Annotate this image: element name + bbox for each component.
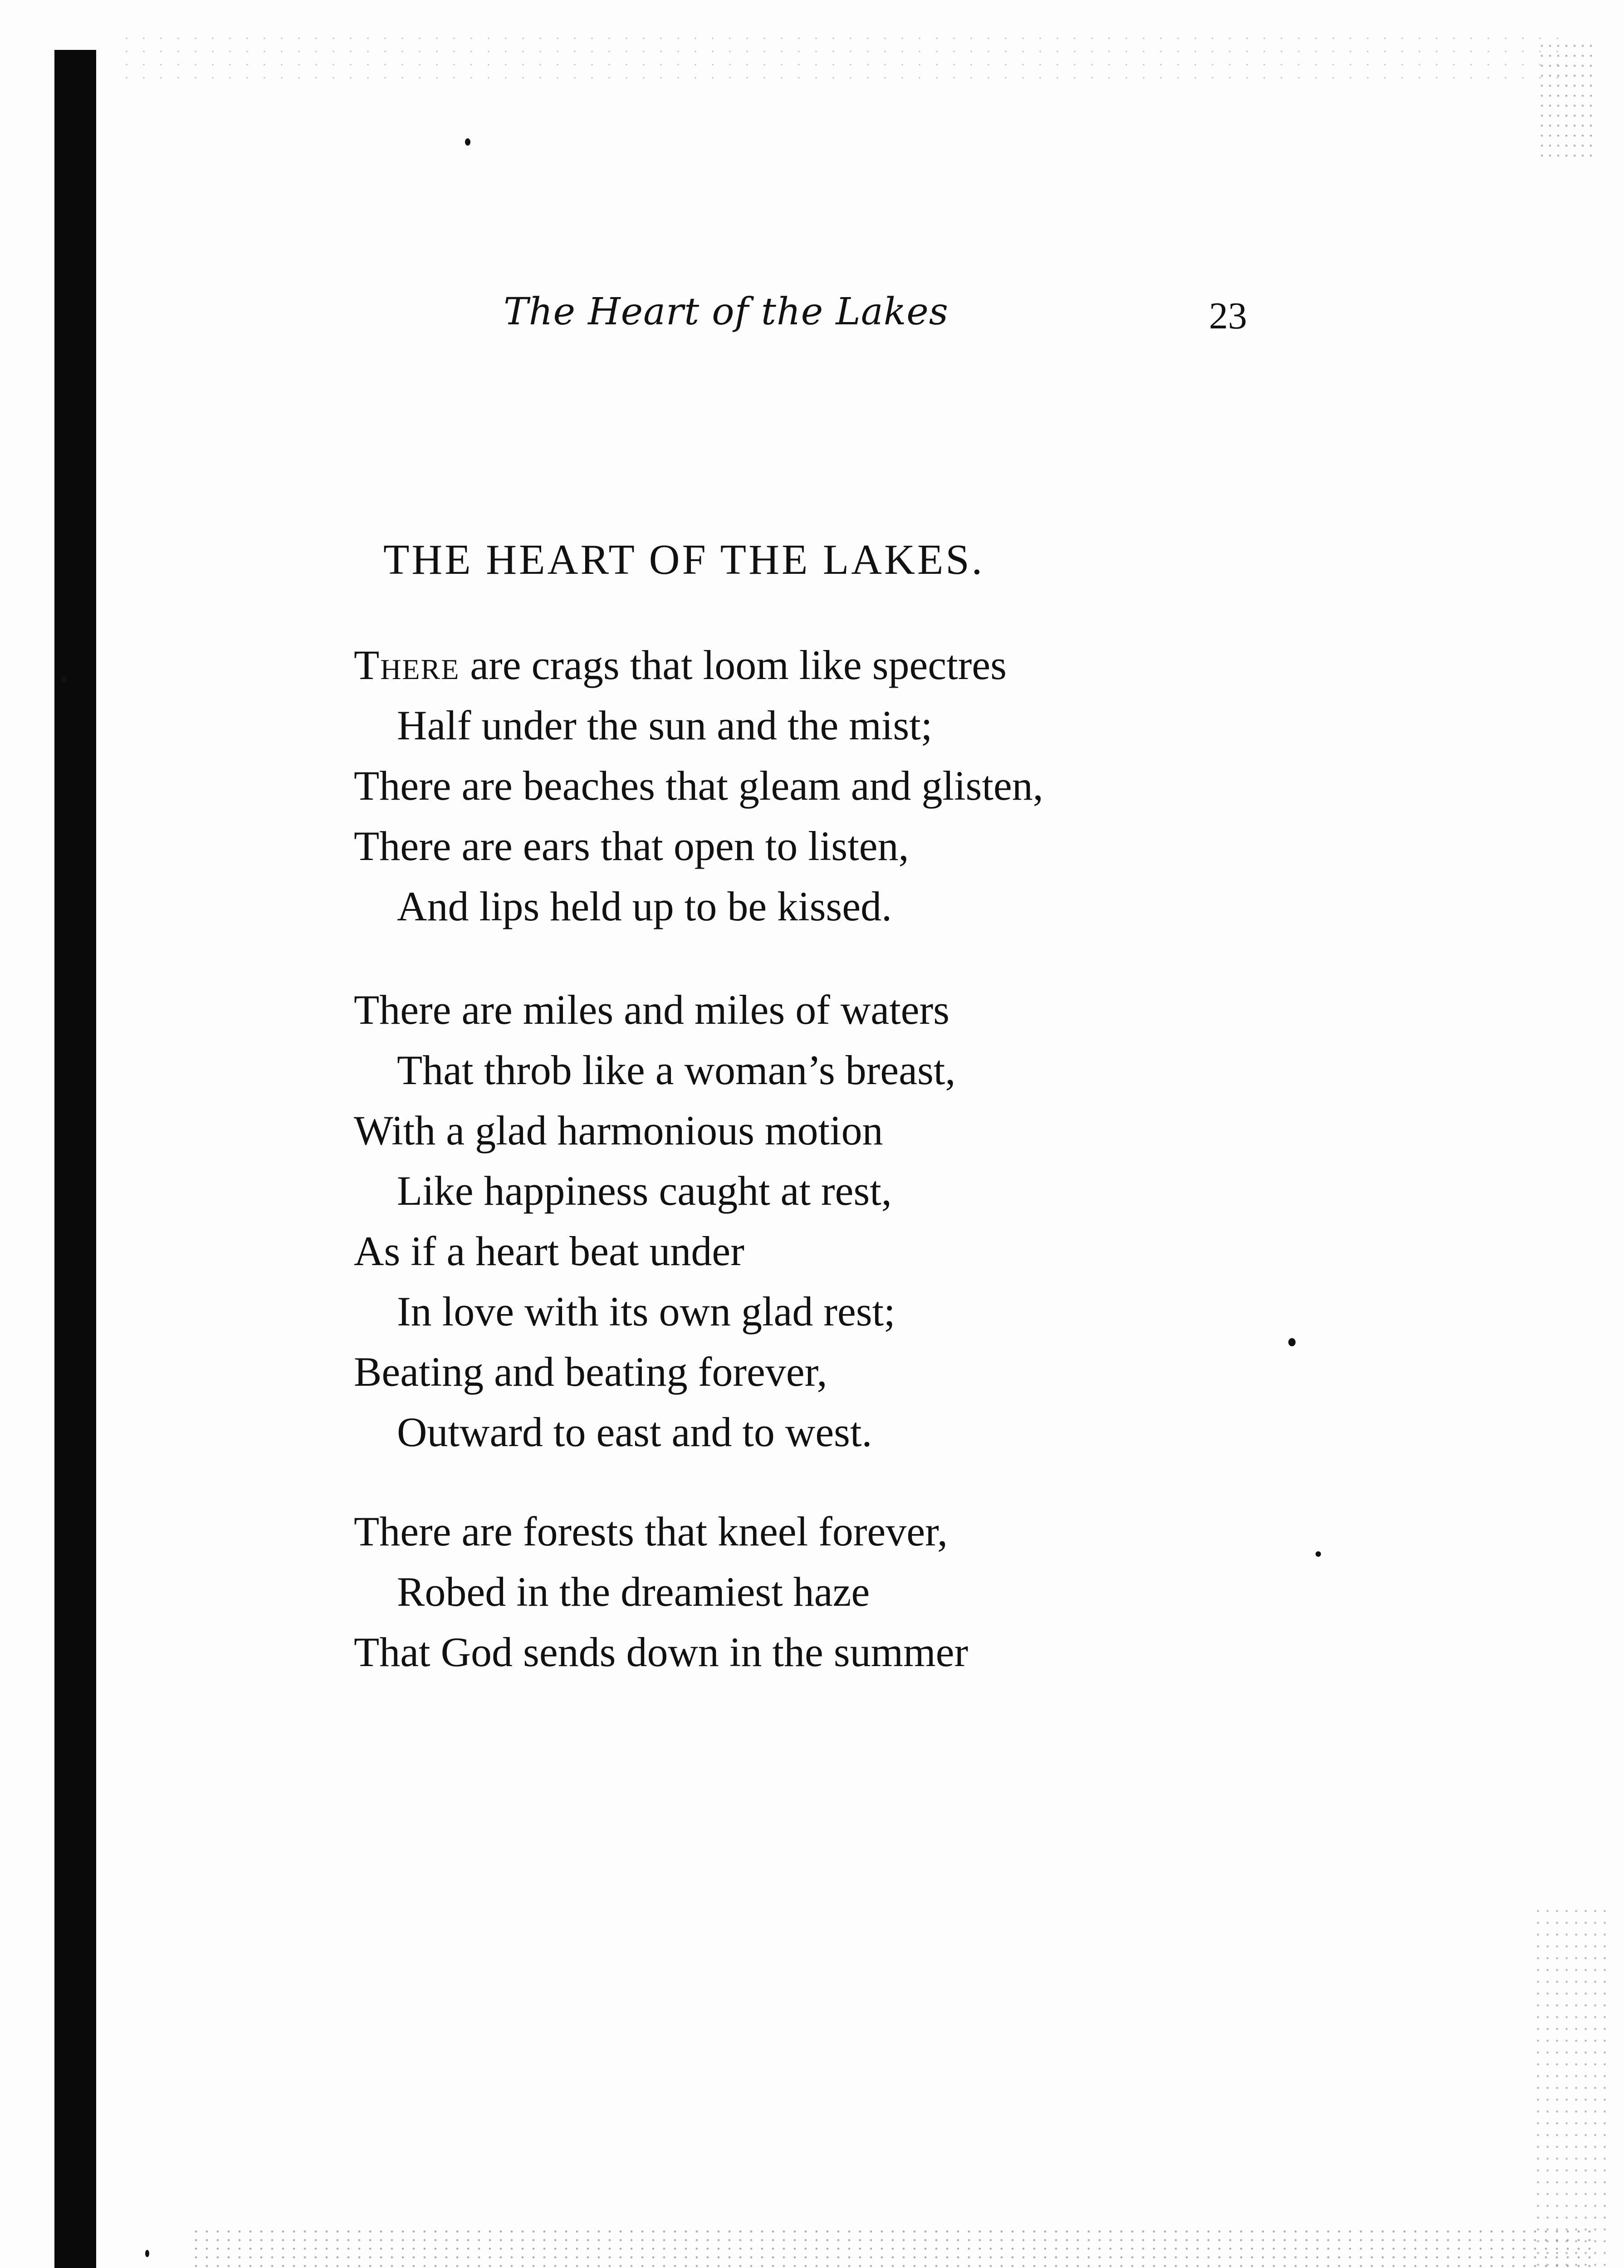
poem-line: Robed in the dreamiest haze — [397, 1569, 870, 1615]
poem-line: Like happiness caught at rest, — [397, 1168, 892, 1214]
drop-word: There — [354, 642, 460, 688]
stanza — [354, 1501, 968, 1682]
scan-noise-bottom — [191, 2227, 1597, 2268]
scan-noise-corner — [1538, 41, 1597, 159]
stray-mark — [1316, 1551, 1321, 1557]
poem-line: With a glad harmonious motion — [354, 1107, 883, 1154]
poem-line: In love with its own glad rest; — [397, 1288, 895, 1334]
poem-line: And lips held up to be kissed. — [397, 883, 892, 929]
binding-gutter-shadow — [54, 50, 96, 2268]
page-number: 23 — [1209, 295, 1247, 337]
running-header-title: The Heart of the Lakes — [504, 290, 949, 333]
stray-mark — [145, 2250, 149, 2257]
stanza — [354, 980, 955, 1462]
poem-line: There are ears that open to listen, — [354, 823, 909, 869]
poem-line: That throb like a woman’s breast, — [397, 1047, 956, 1093]
stray-mark — [465, 138, 470, 146]
poem-line: There are crags that loom like spectres — [354, 642, 1007, 688]
poem-line: There are beaches that gleam and glisten, — [354, 763, 1043, 809]
poem-title: THE HEART OF THE LAKES. — [383, 536, 985, 583]
poem-line: As if a heart beat under — [354, 1228, 744, 1274]
poem-line: There are miles and miles of waters — [354, 987, 950, 1033]
stray-mark — [1288, 1338, 1296, 1346]
poem-line: That God sends down in the summer — [354, 1629, 969, 1675]
scan-noise-right — [1533, 1905, 1606, 2268]
poem-line: There are forests that kneel forever, — [354, 1508, 948, 1554]
stray-mark — [61, 676, 67, 682]
stanza — [354, 635, 1043, 937]
poem-line: Outward to east and to west. — [397, 1409, 872, 1455]
poem-line: Half under the sun and the mist; — [397, 702, 933, 748]
poem-line: Beating and beating forever, — [354, 1349, 827, 1395]
scan-noise-top — [118, 32, 1570, 86]
